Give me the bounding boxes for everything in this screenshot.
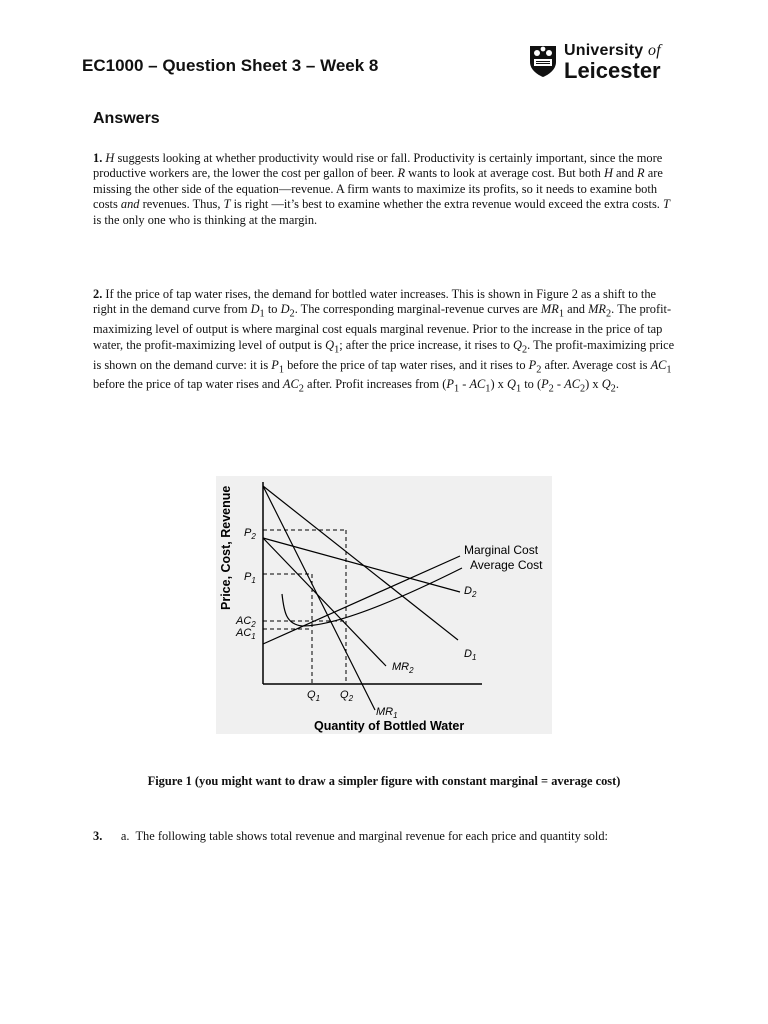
label-p1: $P_1$ [244,571,256,585]
label-q2: $Q_2$ [340,689,354,703]
university-crest-icon [528,44,558,78]
label-mr2: $MR_2$ [392,661,414,675]
label-ac2: $AC_2$ [236,615,256,629]
label-p2: $P_2$ [244,527,256,541]
answer-1: 1. H suggests looking at whether productivity would rise or fall. Productivity is certainly important, since the more productive workers are, the lower the cost per gallon of beer. R wants to look at average cost. But both H and R are missing the other side of the equation—revenue. A firm wants to maximize its profits, so it needs to examine both costs and revenues. Thus, T is right —it’s best to examine whether the extra revenue would exceed the extra costs. T is the only one who is thinking at the margin. [93,151,670,227]
label-d1: $D_1$ [464,648,477,662]
label-marginal-cost: Marginal Cost [464,543,539,557]
label-d2: $D_2$ [464,585,477,599]
answer-3: 3. a. The following table shows total revenue and marginal revenue for each price and quantity sold: [93,829,608,843]
diagram-background [216,476,552,734]
page-title: EC1000 – Question Sheet 3 – Week 8 [82,56,379,75]
answer-2: 2. If the price of tap water rises, the demand for bottled water increases. This is shown in Figure 2 as a shift to the right in the demand curve from $D_1$ to $D_2$. The corresponding marginal-revenue curves are $MR_1$ and $MR_2$. The profit-maximizing level of output is where marginal cost equals marginal revenue. Prior to the increase in the price of tap water, the profit-maximizing level of output is $Q_1$; after the price increase, it rises to $Q_2$. The profit-maximizing price is shown on the demand curve: it is $P_1$ before the price of tap water rises, and it rises to $P_2$ after. Average cost is $AC_1$ before the price of tap water rises and $AC_2$ after. Profit increases from $(P_1 - AC_1)$ x $Q_1$ to $(P_2 - AC_2)$ x $Q_2$. [93,287,675,395]
diagram-svg [210,474,556,738]
label-mr1: $MR_1$ [376,706,398,720]
label-average-cost: Average Cost [470,558,543,572]
logo-line1: University of [564,42,661,59]
y-axis-label: Price, Cost, Revenue [219,485,233,610]
label-q1: $Q_1$ [307,689,321,703]
economics-diagram [210,474,556,738]
x-axis-label: Quantity of Bottled Water [314,719,465,733]
figure-caption: Figure 1 (you might want to draw a simpler figure with constant marginal = average cost) [147,774,621,788]
label-ac1: $AC_1$ [236,627,256,641]
university-logo [528,42,688,86]
section-heading: Answers [93,110,160,127]
logo-line2: Leicester [564,58,661,83]
